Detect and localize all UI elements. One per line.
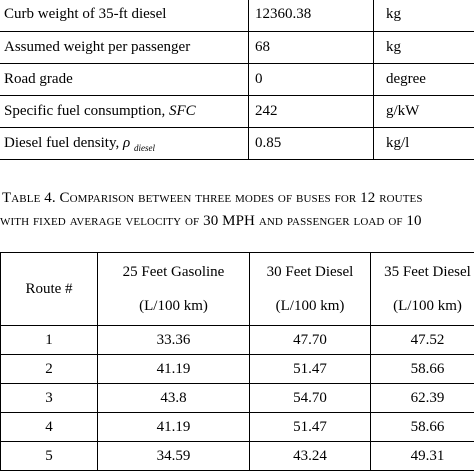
- parameter-label: [0, 0, 249, 32]
- table-cell: 47.70: [250, 326, 371, 355]
- table-caption-line1: Table 4. Comparison between three modes of buses for 12 routes: [2, 190, 423, 206]
- table-cell: 2: [1, 355, 98, 384]
- parameter-label: [0, 128, 249, 160]
- column-header: [371, 253, 474, 326]
- table-cell: 54.70: [250, 384, 371, 413]
- column-header-unit: (L/100 km): [275, 298, 345, 314]
- parameter-label-text: Curb weight of 35-ft diesel: [4, 6, 167, 22]
- table-cell: 41.19: [98, 355, 250, 384]
- parameter-label: [0, 32, 249, 64]
- parameter-label-text: Road grade: [4, 71, 73, 87]
- parameter-label-symbol: SFC: [168, 103, 196, 119]
- table-cell: 1: [1, 326, 98, 355]
- table-row: [1, 442, 474, 471]
- parameter-row: [0, 0, 474, 32]
- parameter-label-text: Specific fuel consumption,: [4, 103, 169, 119]
- parameter-unit: g/kW: [374, 96, 474, 128]
- parameters-table: [0, 0, 474, 160]
- table-cell: 3: [1, 384, 98, 413]
- table-cell: 51.47: [250, 413, 371, 442]
- column-header: [1, 253, 98, 326]
- parameter-row: [0, 128, 474, 160]
- table-cell: 33.36: [98, 326, 250, 355]
- parameter-value: 0.85: [249, 128, 374, 160]
- table-cell: 43.8: [98, 384, 250, 413]
- table-row: [1, 355, 474, 384]
- parameter-unit: kg/l: [374, 128, 474, 160]
- column-header: [98, 253, 250, 326]
- parameter-label: [0, 96, 249, 128]
- column-header-title: Route #: [25, 281, 73, 297]
- comparison-table: [0, 252, 474, 471]
- parameter-row: [0, 64, 474, 96]
- table-cell: 49.31: [371, 442, 474, 471]
- column-header-title: 30 Feet Diesel: [266, 264, 354, 280]
- parameter-label-symbol: ρ: [123, 134, 131, 151]
- parameter-label-text: Assumed weight per passenger: [4, 39, 191, 55]
- table-cell: 62.39: [371, 384, 474, 413]
- table-cell: 4: [1, 413, 98, 442]
- parameter-label-subscript: diesel: [133, 142, 155, 153]
- parameter-row: [0, 32, 474, 64]
- table-cell: 58.66: [371, 355, 474, 384]
- parameter-value: 12360.38: [249, 0, 374, 32]
- table-cell: 41.19: [98, 413, 250, 442]
- table-cell: 43.24: [250, 442, 371, 471]
- parameter-unit: kg: [374, 0, 474, 32]
- parameter-row: [0, 96, 474, 128]
- parameter-unit: degree: [374, 64, 474, 96]
- parameter-value: 68: [249, 32, 374, 64]
- parameter-value: 242: [249, 96, 374, 128]
- table-cell: 51.47: [250, 355, 371, 384]
- table-cell: 34.59: [98, 442, 250, 471]
- table-row: [1, 384, 474, 413]
- table-cell: 47.52: [371, 326, 474, 355]
- table-cell: 58.66: [371, 413, 474, 442]
- parameter-unit: kg: [374, 32, 474, 64]
- table-caption-line2: with fixed average velocity of 30 MPH and passenger load of 10: [0, 213, 422, 229]
- table-row: [1, 413, 474, 442]
- column-header: [250, 253, 371, 326]
- parameter-value: 0: [249, 64, 374, 96]
- column-header-unit: (L/100 km): [393, 298, 462, 314]
- column-header-unit: (L/100 km): [139, 298, 208, 314]
- table-header-row: [1, 253, 474, 326]
- table-cell: 5: [1, 442, 98, 471]
- parameter-label: [0, 64, 249, 96]
- column-header-title: 35 Feet Diesel: [384, 264, 471, 280]
- column-header-title: 25 Feet Gasoline: [122, 264, 225, 280]
- table-row: [1, 326, 474, 355]
- parameter-label-text: Diesel fuel density,: [4, 134, 123, 151]
